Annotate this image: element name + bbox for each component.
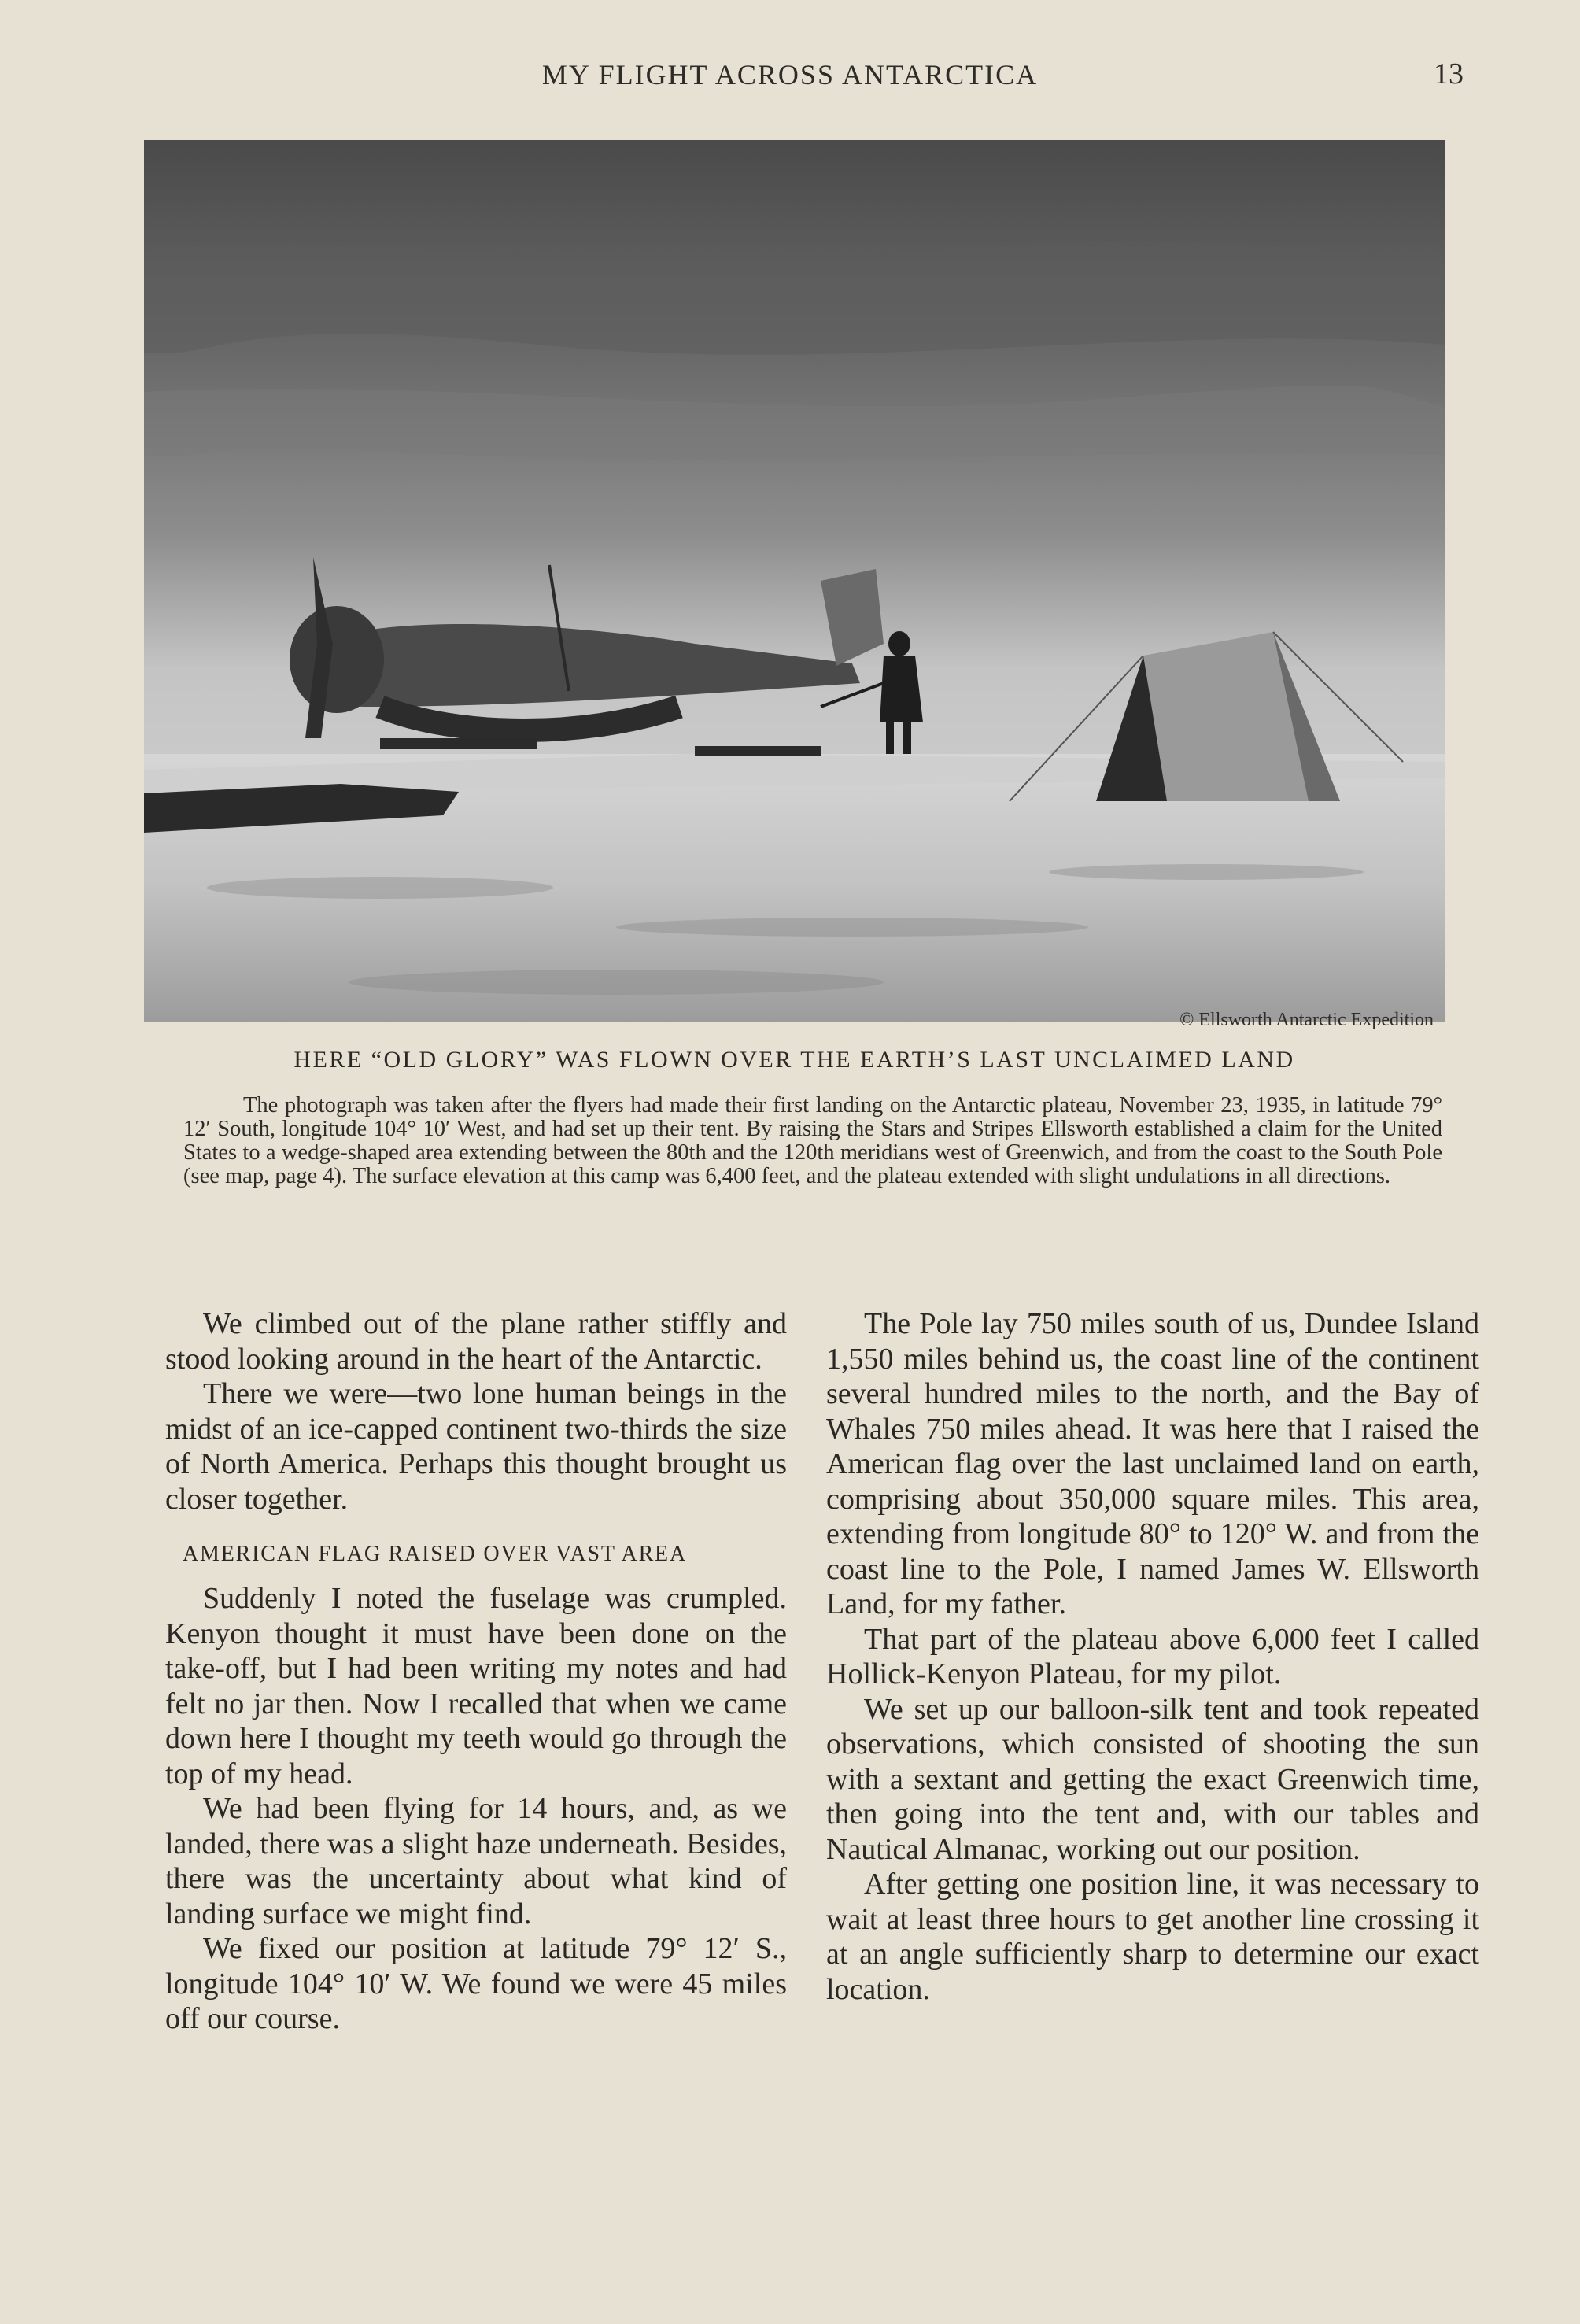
- running-title: MY FLIGHT ACROSS ANTARCTICA: [541, 59, 1039, 91]
- left-column: [165, 1306, 787, 2037]
- right-paragraph-1: The Pole lay 750 miles south of us, Dundee Island 1,550 miles behind us, the coast line of the continent several hundred miles to the north, and the Bay of Whales 750 miles ahead. It was here that I raised the American flag over the last unclaimed land on earth, comprising about 350,000 square miles. This area, extending from longitude 80° to 120° W. and from the coast line to the Pole, I named James W. Ellsworth Land, for my father.: [826, 1307, 1479, 1620]
- caption-title: HERE “OLD GLORY” WAS FLOWN OVER THE EARTH’S LAST UNCLAIMED LAND: [293, 1047, 1295, 1073]
- caption-text: [183, 1094, 1442, 1188]
- right-column: [826, 1306, 1479, 2007]
- left-paragraph-4: We had been flying for 14 hours, and, as we landed, there was a slight haze underneath. Besides, there was the uncertainty about what kind of landing surface we might find.: [165, 1792, 787, 1931]
- photo-illustration: [144, 140, 1445, 1022]
- left-paragraph-3: Suddenly I noted the fuselage was crumpled. Kenyon thought it must have been done on the take-off, but I had been writing my notes and had felt no jar then. Now I recalled that when we came down here I thought my teeth would go through the top of my head.: [165, 1582, 787, 1790]
- photo-credit: © Ellsworth Antarctic Expedition: [1179, 1010, 1434, 1030]
- page-number: 13: [1434, 57, 1464, 91]
- left-paragraph-2: There we were—two lone human beings in the midst of an ice-capped continent two-thirds the size of North America. Perhaps this thought brought us closer together.: [165, 1377, 787, 1516]
- left-paragraph-5: We fixed our position at latitude 79° 12′ S., longitude 104° 10′ W. We found we were 45 miles off our course.: [165, 1932, 787, 2035]
- left-paragraph-1: We climbed out of the plane rather stiffly and stood looking around in the heart of the Antarctic.: [165, 1307, 787, 1376]
- right-paragraph-3: We set up our balloon-silk tent and took repeated observations, which consisted of shooting the sun with a sextant and getting the exact Greenwich time, then going into the tent and, with our tables and Nautical Almanac, working out our position.: [826, 1692, 1479, 1866]
- section-subheading: AMERICAN FLAG RAISED OVER VAST AREA: [183, 1542, 687, 1566]
- right-paragraph-2: That part of the plateau above 6,000 feet I called Hollick-Kenyon Plateau, for my pilot.: [826, 1622, 1479, 1690]
- caption-paragraph: The photograph was taken after the flyers had made their first landing on the Antarctic plateau, November 23, 1935, in latitude 79° 12′ South, longitude 104° 10′ West, and had set up their tent. By raising the Stars and Stripes Ellsworth established a claim for the United States to a wedge-shaped area extending between the 80th and the 120th meridians west of Greenwich, and from the coast to the South Pole (see map, page 4). The surface elevation at this camp was 6,400 feet, and the plateau extended with slight undulations in all directions.: [183, 1093, 1442, 1188]
- expedition-photograph: [144, 140, 1445, 1022]
- right-paragraph-4: After getting one position line, it was necessary to wait at least three hours to get another line crossing it at an angle sufficiently sharp to determine our exact location.: [826, 1868, 1479, 2006]
